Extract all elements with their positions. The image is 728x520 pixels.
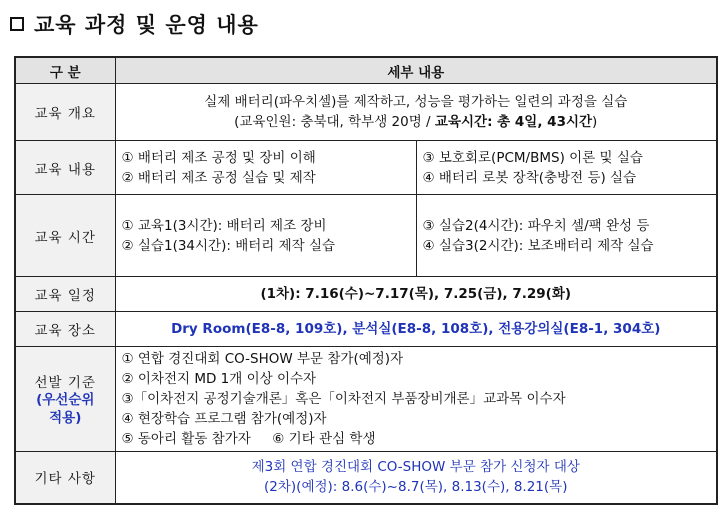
label-overview: 교육 개요: [15, 84, 115, 141]
selection-list: [115, 347, 717, 452]
row-schedule: [15, 277, 717, 312]
checkbox-square-icon: [10, 17, 24, 31]
etc-line1: 제3회 연합 경진대회 CO-SHOW 부문 참가 신청자 대상: [251, 459, 580, 476]
time-item: ① 교육1(3시간): 배터리 제조 장비: [121, 217, 327, 234]
row-time: [15, 195, 717, 277]
row-selection: [15, 347, 717, 452]
row-content: [15, 141, 717, 195]
time-item: ② 실습1(34시간): 배터리 제작 실습: [121, 237, 336, 254]
label-selection: [15, 347, 115, 452]
overview-line1: 실제 배터리(파우치셀)를 제작하고, 성능을 평가하는 일련의 과정을 실습: [204, 94, 628, 110]
page-title: [10, 6, 259, 42]
label-time: 교육 시간: [15, 195, 115, 277]
label-location: 교육 장소: [15, 312, 115, 347]
row-etc: [15, 452, 717, 504]
label-selection-sub2: 적용): [49, 410, 82, 426]
page-title-text: 교육 과정 및 운영 내용: [34, 13, 259, 37]
label-schedule: 교육 일정: [15, 277, 115, 312]
etc-cell: [115, 452, 717, 504]
location-text: Dry Room(E8-8, 109호), 분석실(E8-8, 108호), 전용강의실(E8-1, 304호): [115, 312, 717, 347]
time-right: [416, 195, 717, 277]
header-details: 세부 내용: [115, 57, 717, 84]
content-item: ② 배터리 제조 공정 실습 및 제작: [121, 169, 316, 186]
content-item: ① 배터리 제조 공정 및 장비 이해: [121, 149, 316, 166]
overview-cell: [115, 84, 717, 141]
selection-item: ② 이차전지 MD 1개 이상 이수자: [121, 371, 317, 387]
label-etc: 기타 사항: [15, 452, 115, 504]
etc-line2: (2차)(예정): 8.6(수)~8.7(목), 8.13(수), 8.21(목): [264, 479, 568, 496]
selection-item: ④ 현장학습 프로그램 참가(예정)자: [121, 411, 327, 427]
overview-line2-suffix: ): [592, 114, 598, 130]
content-item: ④ 배터리 로봇 장착(충방전 등) 실습: [422, 169, 637, 186]
course-table: [14, 56, 718, 505]
overview-line2: [116, 112, 717, 132]
schedule-text: (1차): 7.16(수)~7.17(목), 7.25(금), 7.29(화): [115, 277, 717, 312]
row-overview: [15, 84, 717, 141]
row-location: [15, 312, 717, 347]
label-content: 교육 내용: [15, 141, 115, 195]
overview-line2-bold: 교육시간: 총 4일, 43시간: [434, 114, 593, 130]
content-left: [115, 141, 416, 195]
selection-item: ⑤ 동아리 활동 참가자 ⑥ 기타 관심 학생: [121, 431, 376, 447]
overview-line2-prefix: (교육인원: 충북대, 학부생 20명 /: [234, 114, 435, 130]
content-right: [416, 141, 717, 195]
selection-item: ③「이차전지 공정기술개론」혹은「이차전지 부품장비개론」교과목 이수자: [121, 391, 566, 407]
time-item: ③ 실습2(4시간): 파우치 셀/팩 완성 등: [422, 217, 650, 234]
header-category: 구 분: [15, 57, 115, 84]
time-item: ④ 실습3(2시간): 보조배터리 제작 실습: [422, 237, 654, 254]
header-row: [15, 57, 717, 84]
label-selection-sub1: (우선순위: [36, 392, 95, 408]
label-selection-main: 선발 기준: [34, 375, 96, 391]
time-left: [115, 195, 416, 277]
selection-item: ① 연합 경진대회 CO-SHOW 부문 참가(예정)자: [121, 351, 404, 367]
content-item: ③ 보호회로(PCM/BMS) 이론 및 실습: [422, 149, 643, 166]
